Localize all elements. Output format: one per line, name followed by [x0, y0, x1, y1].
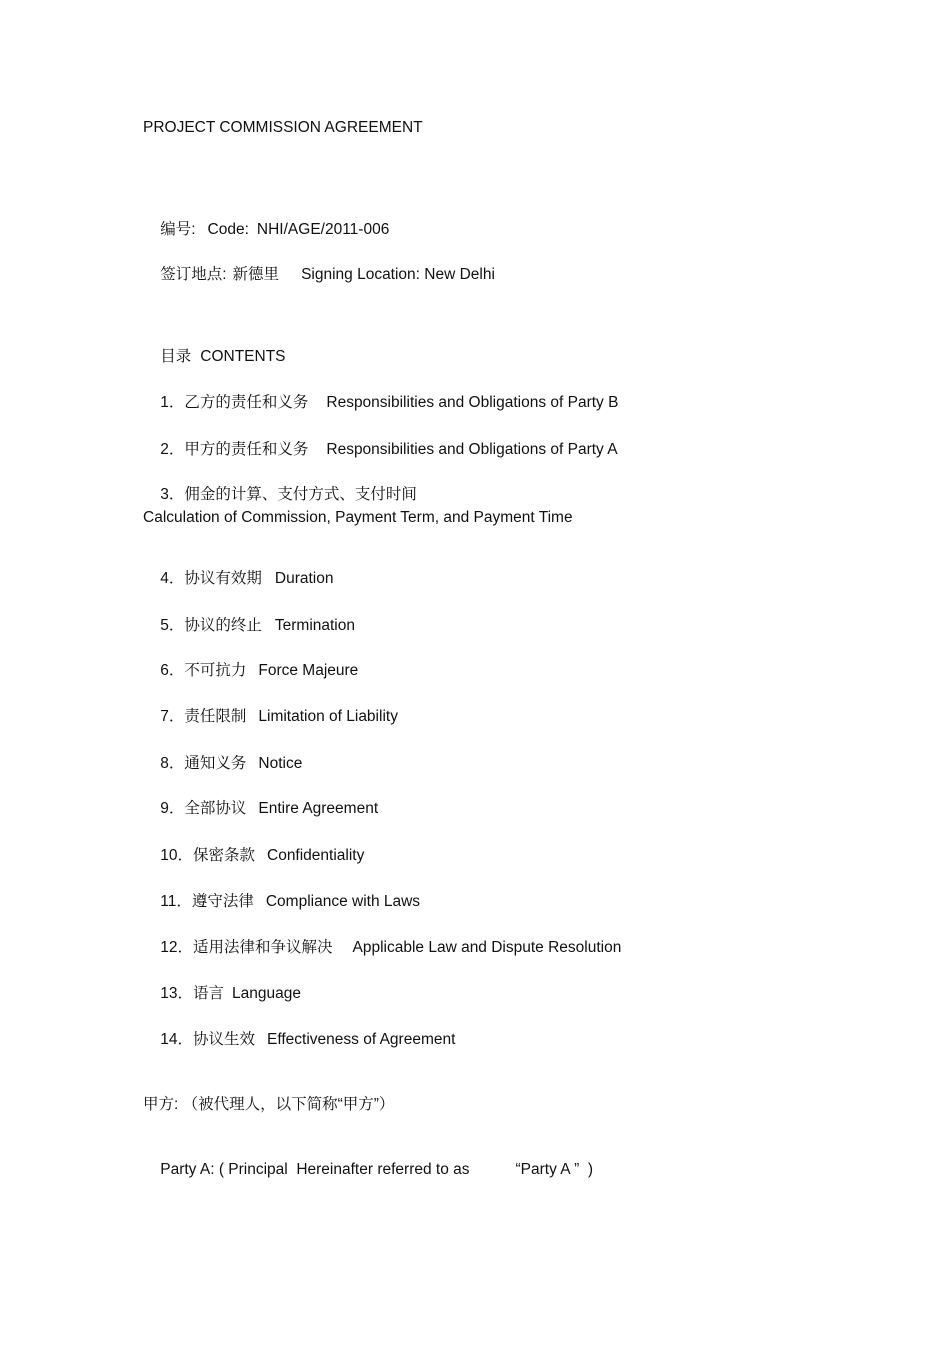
contents-item	[143, 1010, 455, 1070]
contents-heading-cn: 目录	[160, 348, 192, 365]
party-a-cn: 甲方: （被代理人，以下简称“甲方”）	[143, 1096, 395, 1113]
contents-item-number: 13．	[160, 985, 193, 1002]
contents-item-en: Effectiveness of Agreement	[267, 1031, 456, 1048]
contents-item-cn: 遵守法律	[191, 893, 254, 910]
contents-item-cn: 责任限制	[184, 708, 247, 725]
party-a-en-prefix: Party A: ( Principal Hereinafter referred to as	[160, 1161, 470, 1178]
contents-item-number: 9．	[160, 800, 185, 817]
contents-item-en: Notice	[258, 755, 303, 772]
location-label-cn: 签订地点:	[160, 266, 227, 283]
contents-item-number: 8．	[160, 755, 185, 772]
code-label-en: Code:	[207, 221, 249, 238]
contents-item-number: 11．	[160, 893, 192, 910]
contents-item-en: Confidentiality	[267, 847, 365, 864]
contents-item-number: 14．	[160, 1031, 193, 1048]
contents-item-en: Applicable Law and Dispute Resolution	[352, 939, 622, 956]
contents-item-cn: 佣金的计算、支付方式、支付时间	[184, 486, 417, 503]
contents-item-number: 7．	[160, 708, 185, 725]
contents-item-en: Termination	[274, 617, 355, 634]
contents-item-number: 12．	[160, 939, 193, 956]
contents-item-cn: 协议有效期	[184, 570, 262, 587]
contents-item-number: 2．	[160, 441, 185, 458]
contents-item-en: Duration	[274, 570, 334, 587]
contents-item-cn: 乙方的责任和义务	[184, 394, 309, 411]
contents-item-cn: 保密条款	[192, 847, 255, 864]
contents-item-cn: 协议生效	[192, 1031, 255, 1048]
contents-item-cn: 协议的终止	[184, 617, 262, 634]
contents-item-number: 4．	[160, 570, 185, 587]
contents-item-en: Entire Agreement	[258, 800, 379, 817]
code-value: NHI/AGE/2011-006	[256, 221, 390, 238]
contents-item-cn: 不可抗力	[184, 662, 247, 679]
contents-heading-en: CONTENTS	[200, 348, 286, 365]
contents-item-number: 6．	[160, 662, 185, 679]
document-title: PROJECT COMMISSION AGREEMENT	[143, 119, 423, 136]
contents-item-en: Language	[232, 985, 301, 1002]
party-a-en	[143, 1140, 593, 1200]
contents-item-cn: 语言	[192, 985, 224, 1002]
contents-item-cn: 甲方的责任和义务	[184, 441, 309, 458]
contents-item-cn: 全部协议	[184, 800, 247, 817]
contents-item-cn: 适用法律和争议解决	[192, 939, 333, 956]
location-value-cn: 新德里	[232, 266, 280, 283]
code-label-cn: 编号:	[160, 221, 196, 238]
contents-item-number: 10．	[160, 847, 193, 864]
contents-item-number: 3．	[160, 486, 185, 503]
contents-item-number: 1．	[160, 394, 185, 411]
contents-item-number: 5．	[160, 617, 185, 634]
contents-item-cn: 通知义务	[184, 755, 247, 772]
contents-item-en: Force Majeure	[258, 662, 359, 679]
contents-item-en: Limitation of Liability	[258, 708, 398, 725]
contents-item-en: Compliance with Laws	[265, 893, 421, 910]
party-a-en-suffix: “Party A ” )	[515, 1161, 594, 1178]
contents-item-en: Responsibilities and Obligations of Party A	[326, 441, 618, 458]
contents-item-continuation: Calculation of Commission, Payment Term, and Payment Time	[143, 509, 573, 526]
contents-item-en: Responsibilities and Obligations of Party B	[326, 394, 619, 411]
location-label-en: Signing Location: New Delhi	[301, 266, 495, 283]
location-line	[143, 245, 495, 305]
